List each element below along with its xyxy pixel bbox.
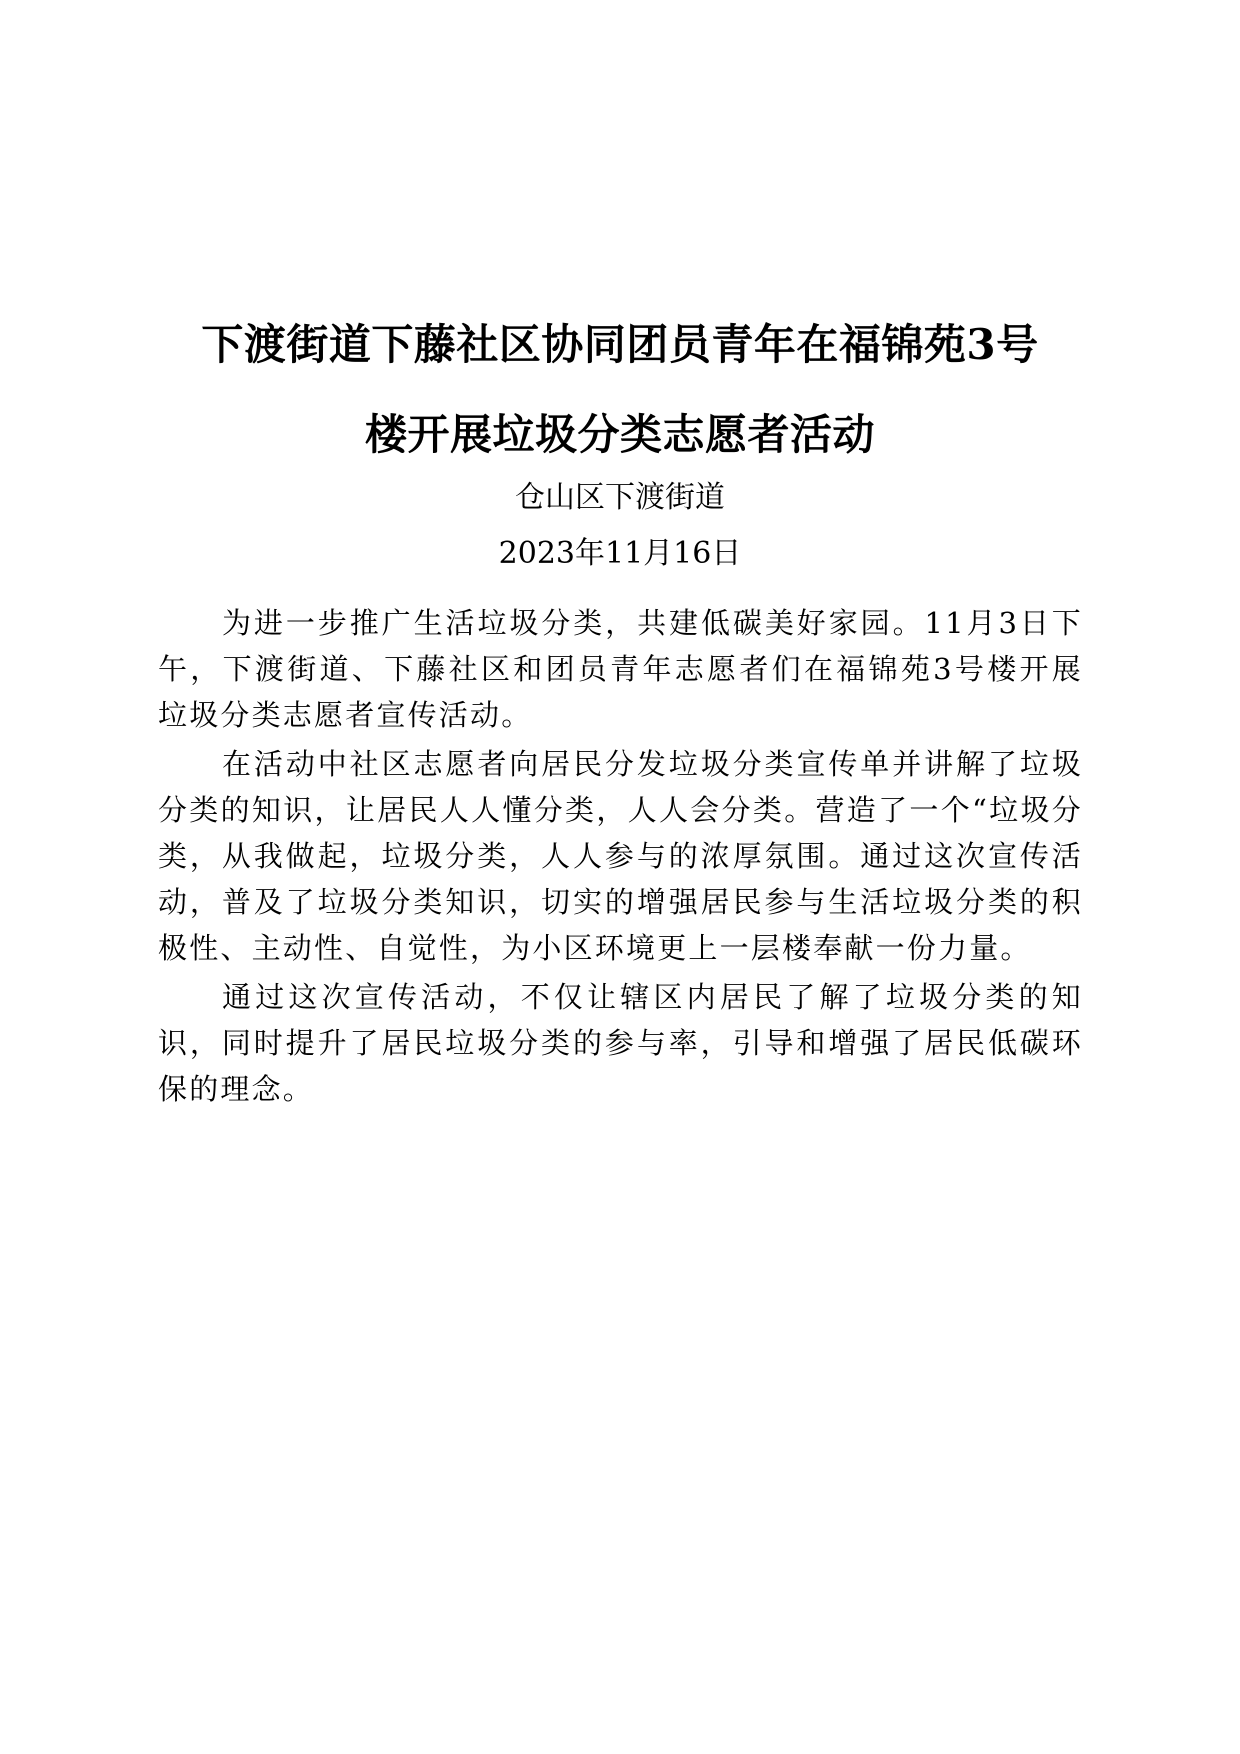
paragraph-2: 在活动中社区志愿者向居民分发垃圾分类宣传单并讲解了垃圾分类的知识，让居民人人懂分类，人人会分类。营造了一个“垃圾分类，从我做起，垃圾分类，人人参与的浓厚氛围。通过这次宣传活动，普及了垃圾分类知识，切实的增强居民参与生活垃圾分类的积极性、主动性、自觉性，为小区环境更上一层楼奉献一份力量。: [158, 747, 1083, 965]
document-title: [140, 300, 1100, 480]
title-line-2: 楼开展垃圾分类志愿者活动: [364, 410, 875, 459]
date-line: 2023年11月16日: [498, 536, 742, 571]
document-meta: [140, 470, 1100, 582]
paragraph-1: 为进一步推广生活垃圾分类，共建低碳美好家园。11月3日下午，下渡街道、下藤社区和团员青年志愿者们在福锦苑3号楼开展垃圾分类志愿者宣传活动。: [158, 606, 1083, 732]
document-body: [158, 600, 1083, 1115]
author-line: 仓山区下渡街道: [515, 480, 725, 515]
paragraph-3: 通过这次宣传活动，不仅让辖区内居民了解了垃圾分类的知识，同时提升了居民垃圾分类的参与率，引导和增强了居民低碳环保的理念。: [158, 980, 1083, 1106]
title-line-1: 下渡街道下藤社区协同团员青年在福锦苑3号: [201, 320, 1039, 369]
